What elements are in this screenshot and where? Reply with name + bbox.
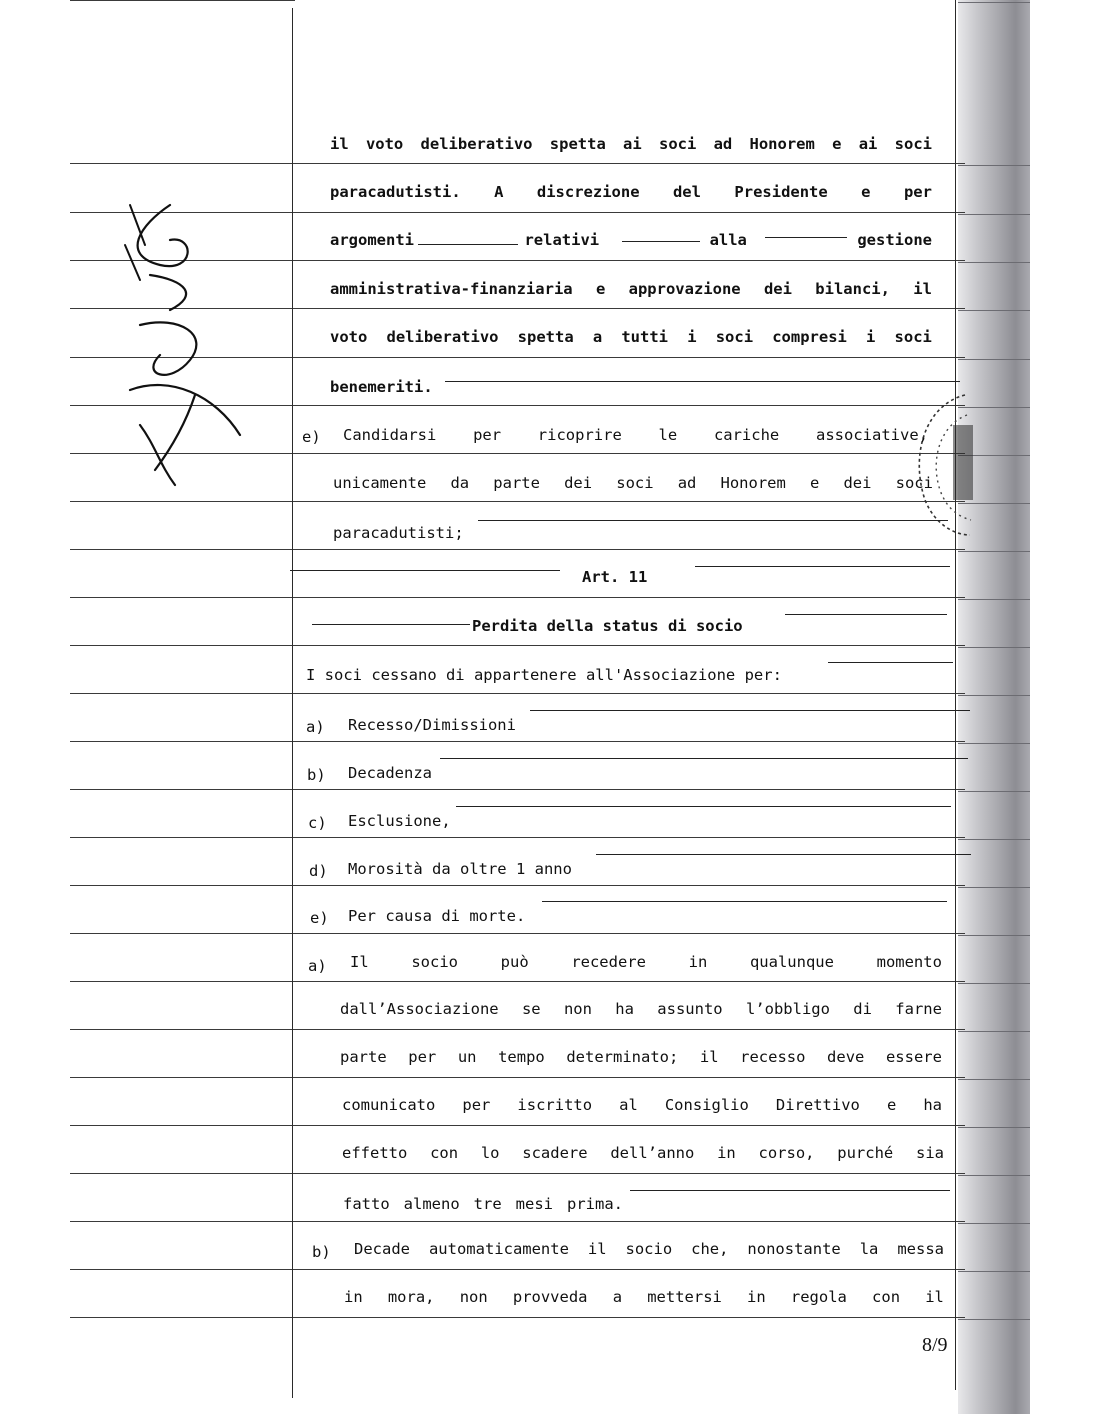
word: a — [612, 1288, 623, 1306]
item-line — [333, 474, 933, 492]
ruled-line-shadow — [958, 359, 1030, 360]
word: dell’anno — [610, 1144, 695, 1162]
page-edge — [1030, 0, 1100, 1414]
word: e — [595, 280, 606, 298]
filler-dash — [622, 241, 700, 242]
word: deliberativo — [420, 135, 533, 153]
word: soci — [894, 328, 932, 346]
cause-text: Esclusione, — [348, 812, 451, 830]
word: iscritto — [517, 1096, 593, 1114]
word: effetto — [342, 1144, 408, 1162]
cause-text: Per causa di morte. — [348, 907, 526, 925]
ruled-line — [70, 837, 965, 838]
word: dei — [763, 280, 792, 298]
word: mora, — [387, 1288, 435, 1306]
ruled-line — [70, 549, 965, 550]
word: mettersi — [647, 1288, 722, 1306]
right-margin-line — [955, 0, 956, 1390]
word: scadere — [522, 1144, 588, 1162]
word: non — [459, 1288, 488, 1306]
paragraph-line — [330, 280, 932, 298]
word: il — [330, 135, 349, 153]
word: Il — [350, 953, 369, 971]
ruled-line-shadow — [958, 1031, 1030, 1032]
word: paracadutisti; — [333, 524, 464, 542]
cause-text: Decadenza — [348, 764, 432, 782]
paragraph-line — [330, 183, 932, 201]
ruled-line-shadow — [958, 1319, 1030, 1320]
word: che, — [691, 1240, 729, 1258]
word: ha — [923, 1096, 942, 1114]
word: in — [688, 953, 708, 971]
cause-marker: c) — [308, 814, 327, 832]
word: deve — [827, 1048, 865, 1066]
word: A — [494, 183, 504, 201]
ruled-line-shadow — [958, 1175, 1030, 1176]
item-line — [333, 524, 933, 542]
article-number: Art. 11 — [582, 568, 648, 586]
word: ha — [615, 1000, 634, 1018]
ruled-line — [70, 645, 965, 646]
filler-dash — [785, 614, 947, 615]
filler-dash — [596, 854, 971, 855]
paragraph-line — [354, 1240, 944, 1258]
word: relativi — [524, 231, 600, 249]
paragraph-line — [340, 1048, 942, 1066]
word: qualunque — [749, 953, 834, 971]
word: soci — [715, 328, 754, 346]
word: per — [408, 1048, 437, 1066]
word: fatto — [343, 1195, 390, 1213]
word: per — [462, 1096, 491, 1114]
filler-dash — [765, 237, 847, 238]
word: gestione — [857, 231, 932, 249]
filler-dash — [312, 624, 470, 625]
paragraph-line — [330, 328, 932, 346]
ruled-line-shadow — [958, 214, 1030, 215]
ruled-line-shadow — [958, 887, 1030, 888]
word: di — [853, 1000, 872, 1018]
handwritten-signature — [100, 185, 250, 495]
word: recedere — [571, 953, 646, 971]
word: benemeriti. — [330, 378, 433, 396]
ruled-line-shadow — [958, 2, 1030, 3]
word: il — [913, 280, 932, 298]
ruled-line — [70, 693, 965, 694]
word: ai — [858, 135, 878, 153]
word: purché — [837, 1144, 894, 1162]
word: tre — [473, 1195, 502, 1213]
word: Decade — [354, 1240, 410, 1258]
word: tempo — [498, 1048, 545, 1066]
ruled-line-shadow — [958, 983, 1030, 984]
paragraph-line — [344, 1288, 944, 1306]
word: e — [832, 135, 842, 153]
ruled-line — [70, 1125, 965, 1126]
word: almeno — [403, 1195, 460, 1213]
paragraph-line — [350, 953, 942, 971]
word: Consiglio — [664, 1096, 749, 1114]
word: soci — [894, 135, 932, 153]
ruled-line-shadow — [958, 695, 1030, 696]
word: con — [872, 1288, 901, 1306]
word: comunicato — [342, 1096, 436, 1114]
word: mesi — [515, 1195, 553, 1213]
word: per — [903, 183, 932, 201]
word: prima. — [567, 1195, 623, 1213]
word: lo — [480, 1144, 500, 1162]
word: tutti — [621, 328, 669, 346]
word: soci — [658, 135, 697, 153]
word: essere — [885, 1048, 942, 1066]
filler-dash — [478, 520, 948, 521]
word: determinato; — [566, 1048, 679, 1066]
page-number: 8/9 — [922, 1334, 948, 1356]
ruled-line — [70, 885, 965, 886]
word: può — [500, 953, 529, 971]
cause-marker: d) — [309, 862, 328, 880]
ruled-line — [70, 1269, 965, 1270]
paragraph-line — [343, 1195, 943, 1213]
item-marker: b) — [312, 1243, 331, 1261]
ruled-line — [70, 789, 965, 790]
filler-dash — [630, 1190, 950, 1191]
filler-dash — [418, 244, 518, 245]
ruled-line-shadow — [958, 1079, 1030, 1080]
word: per — [473, 426, 502, 444]
ruled-line — [70, 501, 965, 502]
word: parte — [493, 474, 540, 492]
word: regola — [790, 1288, 847, 1306]
word: compresi — [772, 328, 847, 346]
filler-dash — [440, 758, 968, 759]
ruled-line — [70, 933, 965, 934]
word: ad — [677, 474, 697, 492]
word: assunto — [657, 1000, 723, 1018]
ruled-line — [70, 1077, 965, 1078]
word: se — [521, 1000, 541, 1018]
word: il — [587, 1240, 607, 1258]
filler-dash — [530, 710, 970, 711]
word: parte — [340, 1048, 387, 1066]
cause-marker: e) — [310, 909, 329, 927]
ruled-line-shadow — [958, 1223, 1030, 1224]
word: spetta — [517, 328, 574, 346]
ruled-line-shadow — [958, 1271, 1030, 1272]
word: in — [344, 1288, 363, 1306]
filler-dash — [290, 570, 560, 571]
cause-marker: a) — [306, 718, 325, 736]
word: deliberativo — [386, 328, 499, 346]
word: con — [430, 1144, 459, 1162]
word: Direttivo — [775, 1096, 860, 1114]
word: dei — [843, 474, 872, 492]
paragraph-line — [342, 1144, 944, 1162]
word: a — [592, 328, 603, 346]
word: soci — [616, 474, 654, 492]
filler-dash — [542, 901, 947, 902]
ruled-line — [70, 1173, 965, 1174]
word: sia — [916, 1144, 944, 1162]
intro-text: I soci cessano di appartenere all'Associazione per: — [306, 666, 782, 684]
ruled-line-shadow — [958, 165, 1030, 166]
word: unicamente — [333, 474, 427, 492]
word: spetta — [549, 135, 606, 153]
word: farne — [895, 1000, 942, 1018]
word: voto — [365, 135, 404, 153]
word: Presidente — [734, 183, 828, 201]
word: provveda — [512, 1288, 588, 1306]
ruled-line-shadow — [958, 599, 1030, 600]
word: l’obbligo — [745, 1000, 830, 1018]
paragraph-line — [342, 1096, 942, 1114]
binding-shadow — [958, 0, 1030, 1414]
cause-text: Recesso/Dimissioni — [348, 716, 516, 734]
ruled-line-shadow — [958, 743, 1030, 744]
filler-dash — [456, 806, 951, 807]
word: e — [886, 1096, 897, 1114]
word: in — [747, 1288, 766, 1306]
cause-marker: b) — [307, 766, 326, 784]
word: discrezione — [536, 183, 640, 201]
paragraph-line — [330, 135, 932, 153]
article-title: Perdita della status di socio — [472, 617, 743, 635]
word: socio — [625, 1240, 673, 1258]
ruled-line — [70, 0, 295, 1]
ruled-line — [70, 741, 965, 742]
word: voto — [330, 328, 368, 346]
filler-dash — [445, 381, 960, 382]
word: associative, — [816, 426, 928, 444]
word: e — [861, 183, 871, 201]
ruled-line-shadow — [958, 791, 1030, 792]
word: la — [859, 1240, 879, 1258]
ruled-line-shadow — [958, 551, 1030, 552]
word: socio — [411, 953, 458, 971]
word: bilanci, — [815, 280, 890, 298]
word: al — [619, 1096, 638, 1114]
cause-text: Morosità da oltre 1 anno — [348, 860, 572, 878]
left-margin-line — [292, 8, 293, 1398]
filler-dash — [828, 662, 953, 663]
ruled-line-shadow — [958, 647, 1030, 648]
filler-dash — [695, 566, 950, 567]
word: non — [563, 1000, 592, 1018]
ruled-line — [70, 981, 965, 982]
word: recesso — [740, 1048, 806, 1066]
item-marker: a) — [308, 957, 327, 975]
word: i — [687, 328, 697, 346]
ruled-line — [70, 163, 965, 164]
word: amministrativa-finanziaria — [330, 280, 573, 298]
ruled-line — [70, 1317, 965, 1318]
ruled-line — [70, 1029, 965, 1030]
word: soci — [895, 474, 933, 492]
word: paracadutisti. — [330, 183, 461, 201]
ruled-line — [70, 597, 965, 598]
word: in — [717, 1144, 736, 1162]
word: ricoprire — [537, 426, 622, 444]
word: dei — [564, 474, 593, 492]
word: Honorem — [749, 135, 815, 153]
ruled-line-shadow — [958, 839, 1030, 840]
word: corso, — [758, 1144, 815, 1162]
ruled-line-shadow — [958, 262, 1030, 263]
word: Candidarsi — [343, 426, 437, 444]
word: alla — [709, 231, 747, 249]
item-line — [343, 426, 928, 444]
word: i — [866, 328, 876, 346]
word: argomenti — [330, 231, 414, 249]
word: e — [809, 474, 820, 492]
word: ai — [623, 135, 642, 153]
ruled-line-shadow — [958, 935, 1030, 936]
word: il — [699, 1048, 719, 1066]
paragraph-line — [330, 231, 932, 249]
word: Honorem — [720, 474, 786, 492]
word: le — [658, 426, 678, 444]
word: del — [672, 183, 701, 201]
ruled-line-shadow — [958, 310, 1030, 311]
word: nonostante — [747, 1240, 841, 1258]
ruled-line — [70, 1221, 965, 1222]
word: da — [450, 474, 470, 492]
word: cariche — [713, 426, 780, 444]
word: ad — [713, 135, 733, 153]
word: dall’Associazione — [340, 1000, 499, 1018]
ruled-line-shadow — [958, 1127, 1030, 1128]
word: automaticamente — [428, 1240, 569, 1258]
word: approvazione — [628, 280, 741, 298]
word: messa — [897, 1240, 944, 1258]
word: momento — [876, 953, 942, 971]
item-marker: e) — [302, 428, 321, 446]
word: il — [925, 1288, 944, 1306]
paragraph-line — [340, 1000, 942, 1018]
word: un — [457, 1048, 477, 1066]
